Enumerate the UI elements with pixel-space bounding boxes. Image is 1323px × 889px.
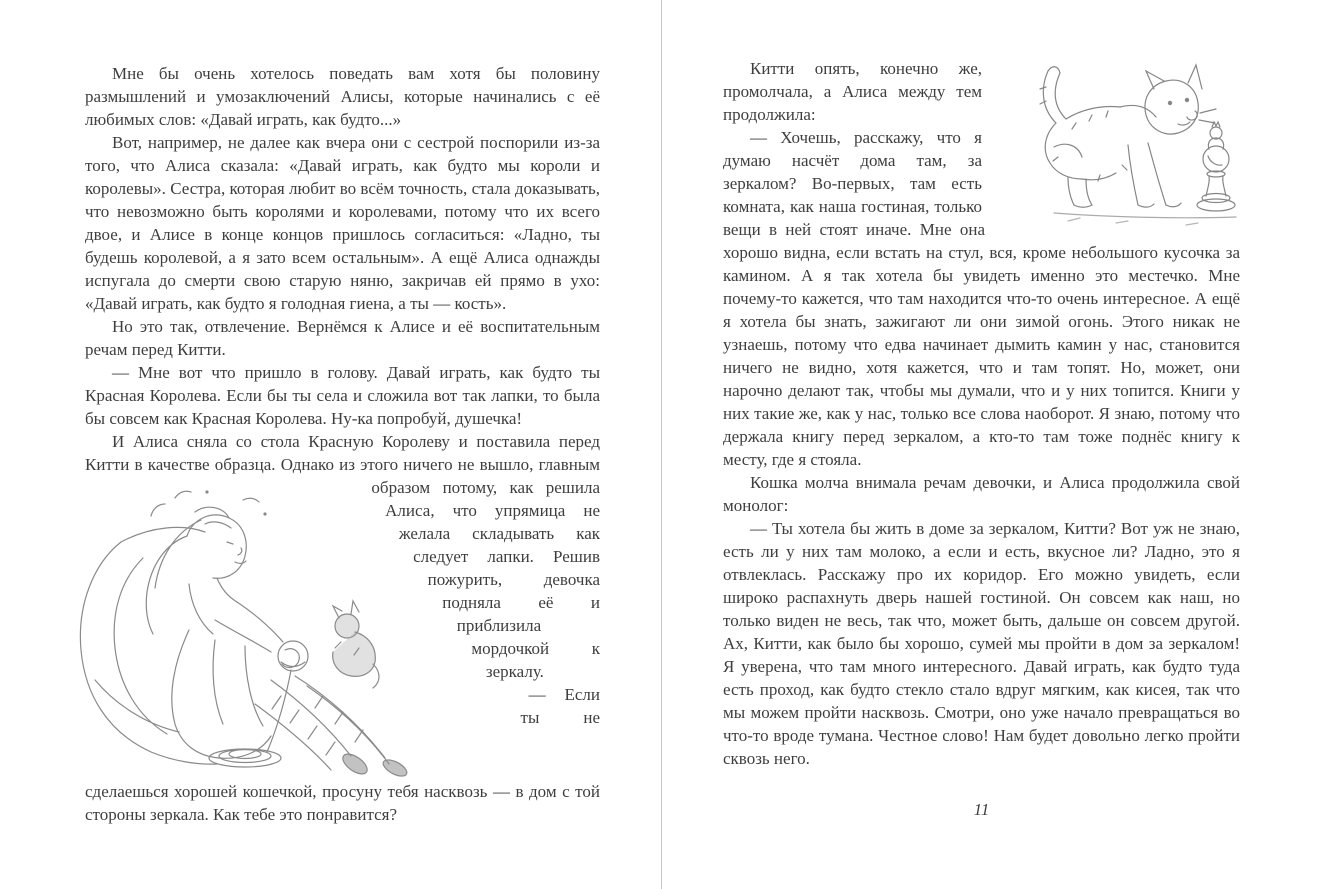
paragraph: — Хочешь, расскажу, что я думаю насчёт дома там, за зеркалом? Во-первых, там есть комната, как наша гостиная, только вещи в ней стоят иначе. Мне она хорошо видна, если встать на стул, вся, кроме небольшого кусочка за камином. А я так хотела бы увидеть именно это местечко. Мне почему-то кажется, что там находится что-то очень интересное. А ещё я хотела бы знать, зажигают ли они зимой огонь. Этого никак не узнаешь, потому что едва начинает дымить камин у нас, становится ничего не видно, хотя кажется, что и там топят. Но, может, они нарочно делают так, чтобы мы думали, что и у них топится. Книги у них такие же, как у нас, только все слова наоборот. Я знаю, потому что держала книгу перед зеркалом, а кто-то там тоже поднёс книгу к месту, где я стояла. bbox=[723, 128, 1240, 469]
paragraph-text: И Алиса сняла со стола Красную Королеву и поставила перед Китти в качестве образца. Однако из этого ничего не вышло, bbox=[85, 432, 600, 474]
page-number: 11 bbox=[973, 800, 990, 819]
right-page bbox=[662, 0, 1323, 889]
paragraph bbox=[85, 430, 600, 683]
paragraph: — Ты хотела бы жить в доме за зеркалом, Китти? Вот уж не знаю, есть ли у них там молоко, а если и есть, вкусное ли? Ладно, это я отвлеклась. Расскажу про их коридор. Его можно увидеть, если широко распахнуть дверь нашей гостиной. Он совсем как наш, но только виден не весь, так что, может быть, дальше он совсем другой. Ах, Китти, как было бы хорошо, сумей мы пройти в дом за зеркалом! Я уверена, что там много интересного. Давай играть, как будто туда есть проход, как будто стекло стало вдруг мягким, как кисея, так что мы можем пройти насквозь. Смотри, оно уже начало превращаться во что-то вроде тумана. Честное слово! Нам будет довольно легко пройти сквозь него. bbox=[723, 519, 1240, 768]
paragraph: Но это так, отвлечение. Вернёмся к Алисе и её воспитательным речам перед Китти. bbox=[85, 317, 600, 359]
paragraph: — Мне вот что пришло в голову. Давай играть, как будто ты Красная Королева. Если бы ты села и сложила вот так лапки, то была бы совсем как Красная Королева. Ну-ка попробуй, душечка! bbox=[85, 363, 600, 428]
paragraph: Вот, например, не далее как вчера они с сестрой поспорили из-за того, что Алиса сказала: «Давай играть, как будто мы короли и королевы». Сестра, которая любит во всём точность, стала доказывать, что невозможно быть королями и королевами, потому что их всего двое, и Алисе в конце концов пришлось согласиться: «Ладно, ты будешь королевой, а я зато всем остальным». А ещё Алиса однажды испугала до смерти свою старую няню, закричав ей прямо в ухо: «Давай играть, как будто я голодная гиена, а ты — кость». bbox=[85, 133, 600, 313]
paragraph: Китти опять, конечно же, промолчала, а Алиса между тем продолжила: bbox=[723, 59, 982, 124]
paragraph: Кошка молча внимала речам девочки, и Алиса продолжила свой монолог: bbox=[723, 473, 1240, 515]
paragraph-text: главным образом потому, как решила Алиса, что упрямица не желала складывать как следует лапки. Решив пожурить, девочка подняла её и приблизила мордочкой к зеркалу. bbox=[371, 455, 601, 681]
paragraph: — Если ты не сделаешься хорошей кошечкой, просуну тебя насквозь — в дом с той стороны зеркала. Как тебе это понравится? bbox=[85, 685, 600, 824]
paragraph: Мне бы очень хотелось поведать вам хотя бы половину размышлений и умозаключений Алисы, которые начинались с её любимых слов: «Давай играть, как будто...» bbox=[85, 64, 600, 129]
kitten-and-chess-queen-sketch-image bbox=[996, 49, 1246, 232]
kitten-and-chess-queen-illustration bbox=[996, 49, 1246, 232]
left-page bbox=[0, 0, 661, 889]
